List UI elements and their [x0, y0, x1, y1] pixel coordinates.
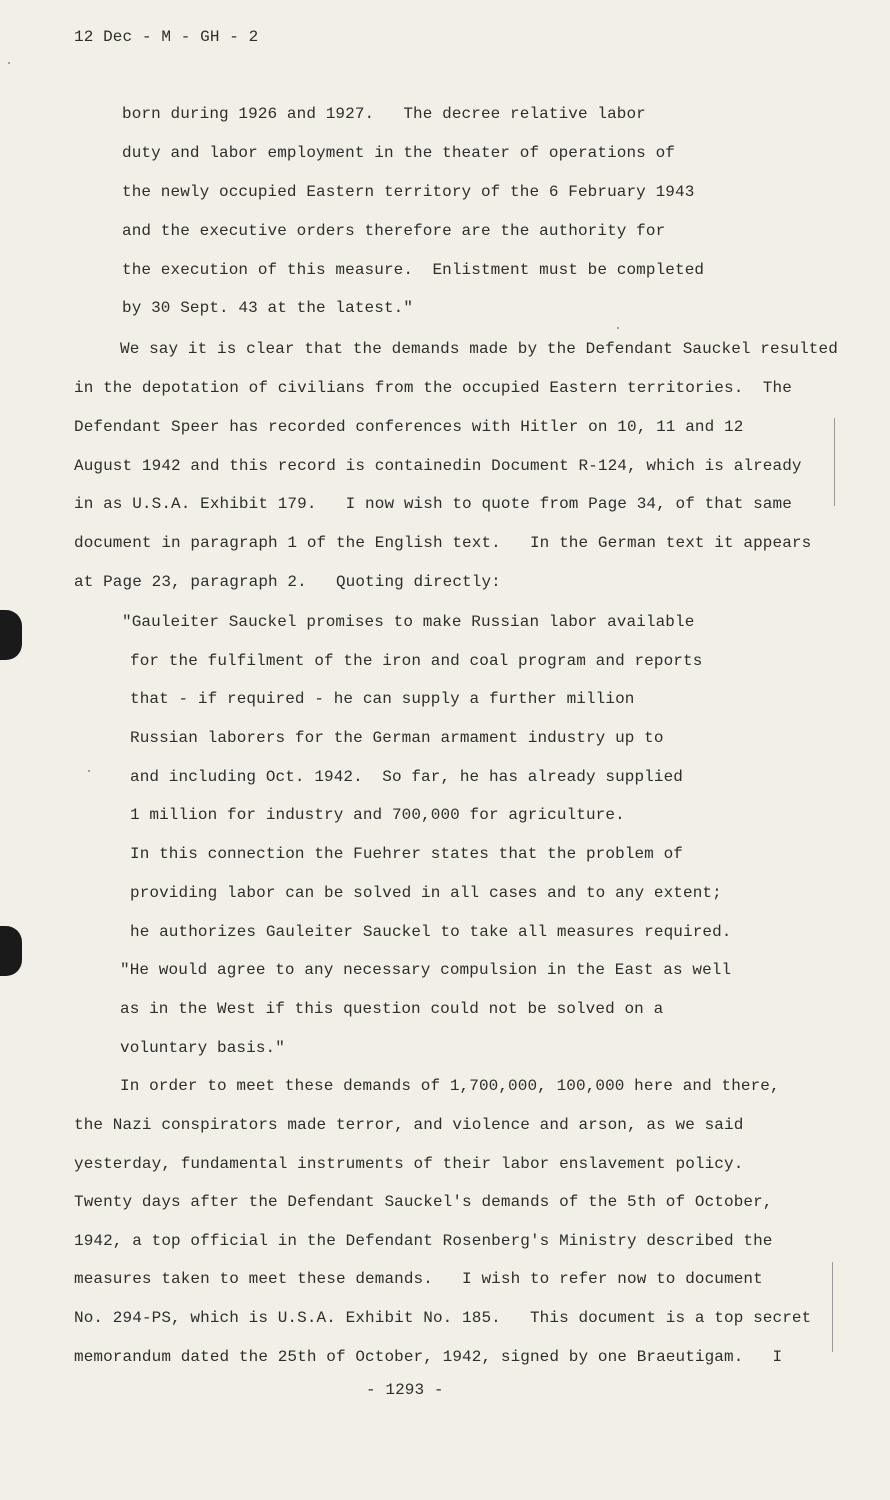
text-line: the execution of this measure. Enlistment must be completed — [122, 261, 705, 279]
text-line: In this connection the Fuehrer states that the problem of — [130, 845, 683, 863]
binder-hole-top — [0, 610, 22, 660]
text-line: We say it is clear that the demands made by the Defendant Sauckel resulted — [120, 340, 838, 358]
text-line: the newly occupied Eastern territory of the 6 February 1943 — [122, 183, 695, 201]
text-line: and including Oct. 1942. So far, he has already supplied — [130, 768, 683, 786]
text-line: Defendant Speer has recorded conferences with Hitler on 10, 11 and 12 — [74, 418, 744, 436]
text-line: in the depotation of civilians from the occupied Eastern territories. The — [74, 379, 792, 397]
text-line: Russian laborers for the German armament industry up to — [130, 729, 664, 747]
text-line: "He would agree to any necessary compulsion in the East as well — [120, 961, 732, 979]
text-line: No. 294-PS, which is U.S.A. Exhibit No. 185. This document is a top secret — [74, 1309, 812, 1327]
text-line: yesterday, fundamental instruments of their labor enslavement policy. — [74, 1155, 744, 1173]
page-number: - 1293 - — [366, 1381, 444, 1399]
binder-hole-bottom — [0, 926, 22, 976]
text-line: that - if required - he can supply a further million — [130, 690, 635, 708]
text-line: 1 million for industry and 700,000 for agriculture. — [130, 806, 625, 824]
text-line: memorandum dated the 25th of October, 1942, signed by one Braeutigam. I — [74, 1348, 783, 1366]
ink-speck — [8, 62, 10, 64]
text-line: the Nazi conspirators made terror, and violence and arson, as we said — [74, 1116, 744, 1134]
text-line: and the executive orders therefore are the authority for — [122, 222, 666, 240]
text-line: August 1942 and this record is containedin Document R-124, which is already — [74, 457, 802, 475]
text-line: he authorizes Gauleiter Sauckel to take all measures required. — [130, 923, 732, 941]
margin-mark-upper — [834, 418, 835, 506]
text-line: providing labor can be solved in all cases and to any extent; — [130, 884, 722, 902]
text-line: at Page 23, paragraph 2. Quoting directly: — [74, 573, 501, 591]
text-line: Twenty days after the Defendant Sauckel's demands of the 5th of October, — [74, 1193, 773, 1211]
page-header: 12 Dec - M - GH - 2 — [74, 28, 259, 46]
ink-speck — [617, 327, 619, 329]
margin-mark-lower — [832, 1262, 833, 1352]
text-line: in as U.S.A. Exhibit 179. I now wish to quote from Page 34, of that same — [74, 495, 792, 513]
text-line: "Gauleiter Sauckel promises to make Russian labor available — [122, 613, 695, 631]
text-line: as in the West if this question could not be solved on a — [120, 1000, 664, 1018]
text-line: document in paragraph 1 of the English text. In the German text it appears — [74, 534, 812, 552]
text-line: voluntary basis." — [120, 1039, 285, 1057]
text-line: In order to meet these demands of 1,700,000, 100,000 here and there, — [120, 1077, 780, 1095]
text-line: for the fulfilment of the iron and coal program and reports — [130, 652, 703, 670]
text-line: 1942, a top official in the Defendant Rosenberg's Ministry described the — [74, 1232, 773, 1250]
ink-speck — [88, 770, 90, 772]
text-line: duty and labor employment in the theater of operations of — [122, 144, 675, 162]
text-line: born during 1926 and 1927. The decree relative labor — [122, 105, 646, 123]
text-line: by 30 Sept. 43 at the latest." — [122, 299, 414, 317]
text-line: measures taken to meet these demands. I wish to refer now to document — [74, 1270, 763, 1288]
